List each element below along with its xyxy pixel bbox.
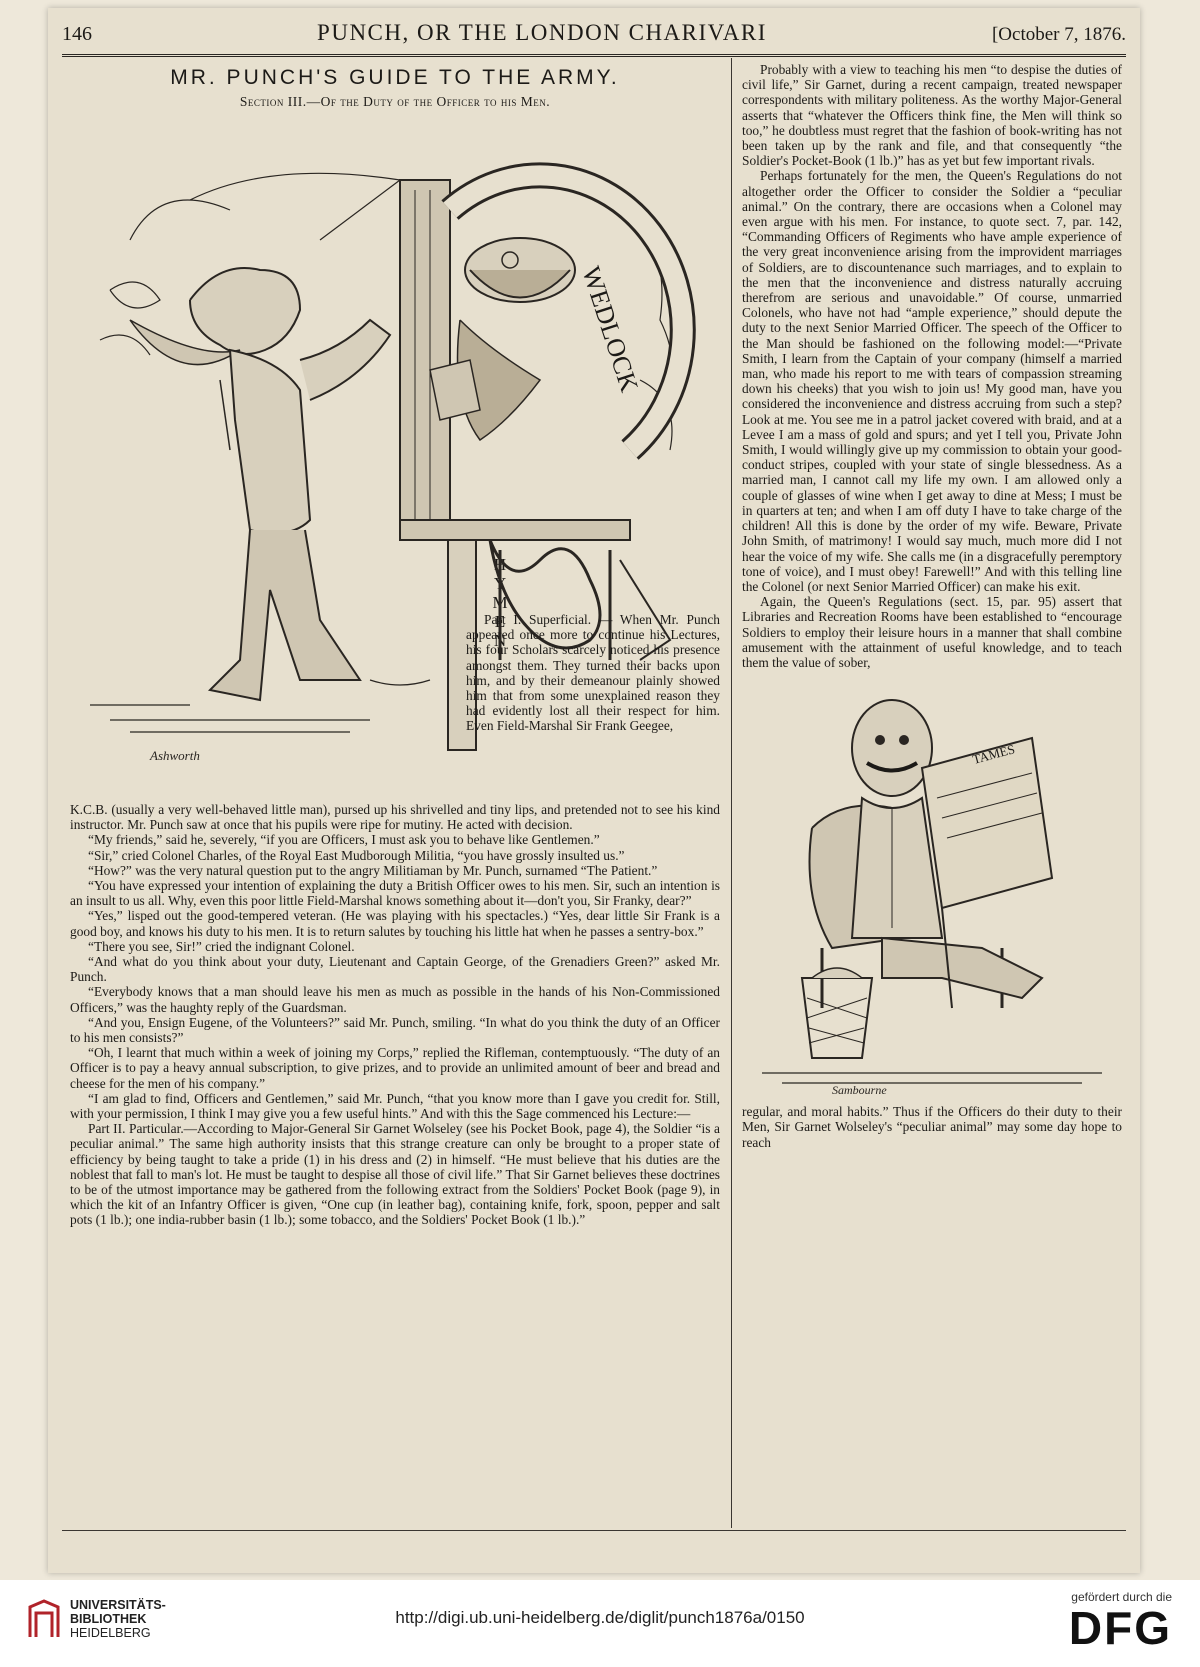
library-name-line-2: BIBLIOTHEK	[70, 1612, 147, 1626]
page-number: 146	[62, 23, 92, 45]
newspaper	[922, 738, 1052, 908]
paragraph-2: “My friends,” said he, severely, “if you are Officers, I must ask you to behave like Gentlemen.”	[88, 832, 600, 848]
right-paragraph-tail: regular, and moral habits.” Thus if the Officers do their duty to their Men, Sir Garnet Wolseley's “peculiar animal” may some day hope to reach	[742, 1104, 1122, 1150]
digitization-footer	[0, 1580, 1200, 1667]
illustration-right-signature: Sambourne	[832, 1083, 887, 1098]
permalink-url[interactable]: http://digi.ub.uni-heidelberg.de/diglit/punch1876a/0150	[395, 1608, 805, 1627]
newspaper-page	[48, 8, 1140, 1573]
funder-block	[1069, 1590, 1172, 1652]
column-rule	[731, 58, 732, 1528]
funder-label: gefördert durch die	[1071, 1590, 1172, 1604]
left-column	[70, 66, 720, 1228]
right-column	[742, 62, 1122, 1150]
dfg-logo: DFG	[1068, 1602, 1172, 1654]
banner-text: WEDLOCK	[576, 262, 645, 396]
post-text-inner: HYMEN	[414, 555, 510, 574]
paragraph-1: K.C.B. (usually a very well-behaved little man), pursed up his shrivelled and tiny lips, and pretended not to see his kind instructor. Mr. Punch saw at once that his pupils were ripe for mutiny. He acted with decision.	[70, 802, 720, 833]
paragraph-6: “Yes,” lisped out the good-tempered veteran. (He was playing with his spectacles.) “Yes, dear little Sir Frank is a good boy, and knows his duty to his men. It is to return salutes by touching his little hat when he passes a sentry-box.”	[70, 908, 720, 939]
right-paragraph-3: Again, the Queen's Regulations (sect. 15, par. 95) assert that Libraries and Recreation Rooms have been established to “encourage Soldiers to employ their leisure hours in a manner that shall combine amusement with the attainment of useful knowledge, and to teach them the value of sober,	[742, 594, 1122, 670]
paragraph-7: “There you see, Sir!” cried the indignant Colonel.	[88, 938, 355, 954]
wedlock-door	[400, 180, 450, 540]
issue-date: [October 7, 1876.	[991, 24, 1126, 45]
seated-officer-illustration	[742, 678, 1122, 1098]
paragraph-9: “Everybody knows that a man should leave his men as much as possible in the hands of his Non-Commissioned Officers,” was the haughty reply of the Guardsman.	[70, 984, 720, 1015]
right-paragraph-2: Perhaps fortunately for the men, the Queen's Regulations do not altogether order the Officer to consider the Soldier a “peculiar animal.” On the contrary, there are occasions when a Colonel may even argue with his men. For instance, to quote sect. 7, par. 142, “Commanding Officers of Regiments who have ample experience of the very great inconvenience arising from the improvident marriages of Soldiers, are to discountenance such marriages, and to explain to the men that the inconvenience and distress naturally accruing therefrom are serious and unavoidable.” Of course, unmarried Colonels, who have not had “ample experience,” should depute the duty to the next Senior Married Officer. The speech of the Officer to the Man should be fashioned on the following model:—“Private Smith, I learn from the Captain of your company (himself a married man, who made his report to me with tears of compassion streaming down his cheeks) that you wish to join us! My good man, have you considered the inconvenience and distress accruing from such a step? Look at me. You see me in a patrol jacket covered with braid, and at a Levee I am a mass of gold and spurs; and yet I tell you, Private John Smith, I would willingly give up my commission to obtain your good-conduct stripes, coupled with your state of single blessedness. As a married man, I cannot call my life my own. I am allowed only a couple of glasses of wine when I get away to dine at Mess; I must be in quarters at ten; and when I am off duty I have to take charge of the children! All this is done by the order of my wife. Beware, Private John Smith, of matrimony! I would say much, much more did I not hear the voice of my wife. She calls me (in a disgracefully peremptory tone of voice), and I must obey! Farewell!” And with this telling line the Colonel (or next Senior Married Officer) can make his exit.	[742, 168, 1122, 594]
bottom-rule	[62, 1530, 1126, 1531]
paragraph-10: “And you, Ensign Eugene, of the Volunteers?” said Mr. Punch, smiling. “In what do you think the duty of an Officer to his men consists?”	[70, 1014, 720, 1046]
illustration-signature: Ashworth	[150, 748, 200, 763]
article-title: MR. PUNCH'S GUIDE TO THE ARMY.	[170, 66, 620, 89]
right-paragraph-1: Probably with a view to teaching his men “to despise the duties of civil life,” Sir Garnet, during a recent campaign, treated newspaper correspondents with military politeness. As the worthy Major-General asserts that “whatever the Officers think fine, the Men will think so too,” he doubtless must regret that the fashion of book-writing has not been taken up by the rank and file, and that consequently “the Soldier's Pocket-Book (1 lb.)” has as yet but few important rivals.	[742, 62, 1122, 169]
paragraph-3: “Sir,” cried Colonel Charles, of the Royal East Mudborough Militia, “you have grossly insulted us.”	[88, 847, 625, 863]
paragraph-13: Part II. Particular.—According to Major-General Sir Garnet Wolseley (see his Pocket Book, page 4), the Soldier “is a peculiar animal.” The same high authority insists that this strange creature can only be brought to a proper state of efficiency by being taught to take a pride (1) in his dress and (2) in himself. “He must believe that his duties are the noblest that fall to man's lot. He must be taught to despise all those of civil life.” That Sir Garnet believes these doctrines to be of the utmost importance may be gathered from the following extract from the Soldiers' Pocket Book (page 9), in which the kit of an Infantry Officer is given, “One cup (in leather bag), containing knife, fork, spoon, pepper and salt pots (1 lb.); one india-rubber basin (1 lb.); some tobacco, and the Soldiers' Pocket Book (1 lb.).”	[70, 1121, 720, 1228]
section-heading: Section III.—Of the Duty of the Officer to his Men.	[239, 94, 551, 109]
library-name-line-1: UNIVERSITÄTS-	[70, 1598, 166, 1612]
newspaper-masthead: TAMES	[970, 741, 1017, 768]
part-one-paragraph: Part I. Superficial. — When Mr. Punch appeared once more to continue his Lectures, his four Scholars scarcely noticed his presence amongst them. They turned their backs upon him, and by their demeanour plainly showed him that from some unexplained reason they had evidently lost all their respect for him. Even Field-Marshal Sir Frank Geegee,	[466, 612, 720, 734]
library-name-line-3: HEIDELBERG	[70, 1626, 151, 1640]
masthead: PUNCH, OR THE LONDON CHARIVARI	[317, 20, 767, 45]
paragraph-12: “I am glad to find, Officers and Gentlemen,” said Mr. Punch, “that you know more than I gave you credit for. Still, with your permission, I think I may give you a few useful hints.” And with this the Sage commenced his Lecture:—	[70, 1090, 720, 1122]
paragraph-11: “Oh, I learnt that much within a week of joining my Corps,” replied the Rifleman, contemptuously. “The duty of an Officer is to pay a heavy annual subscription, to give prizes, and to provide an unlimited amount of beer and bread and cheese for the men of his company.”	[70, 1045, 720, 1091]
paragraph-5: “You have expressed your intention of explaining the duty a British Officer owes to his men. Sir, such an intention is an insult to us all. Why, even this poor little Field-Marshal knows something about it—don't you, Sir Franky, dear?”	[70, 878, 720, 909]
paragraph-8: “And what do you think about your duty, Lieutenant and Captain George, of the Grenadiers Green?” asked Mr. Punch.	[70, 954, 720, 985]
part-one-text	[466, 612, 720, 734]
paragraph-4: “How?” was the very natural question put to the angry Militiaman by Mr. Punch, surnamed “The Patient.”	[88, 862, 658, 878]
running-head	[62, 20, 1126, 57]
left-column-body	[70, 802, 720, 1228]
